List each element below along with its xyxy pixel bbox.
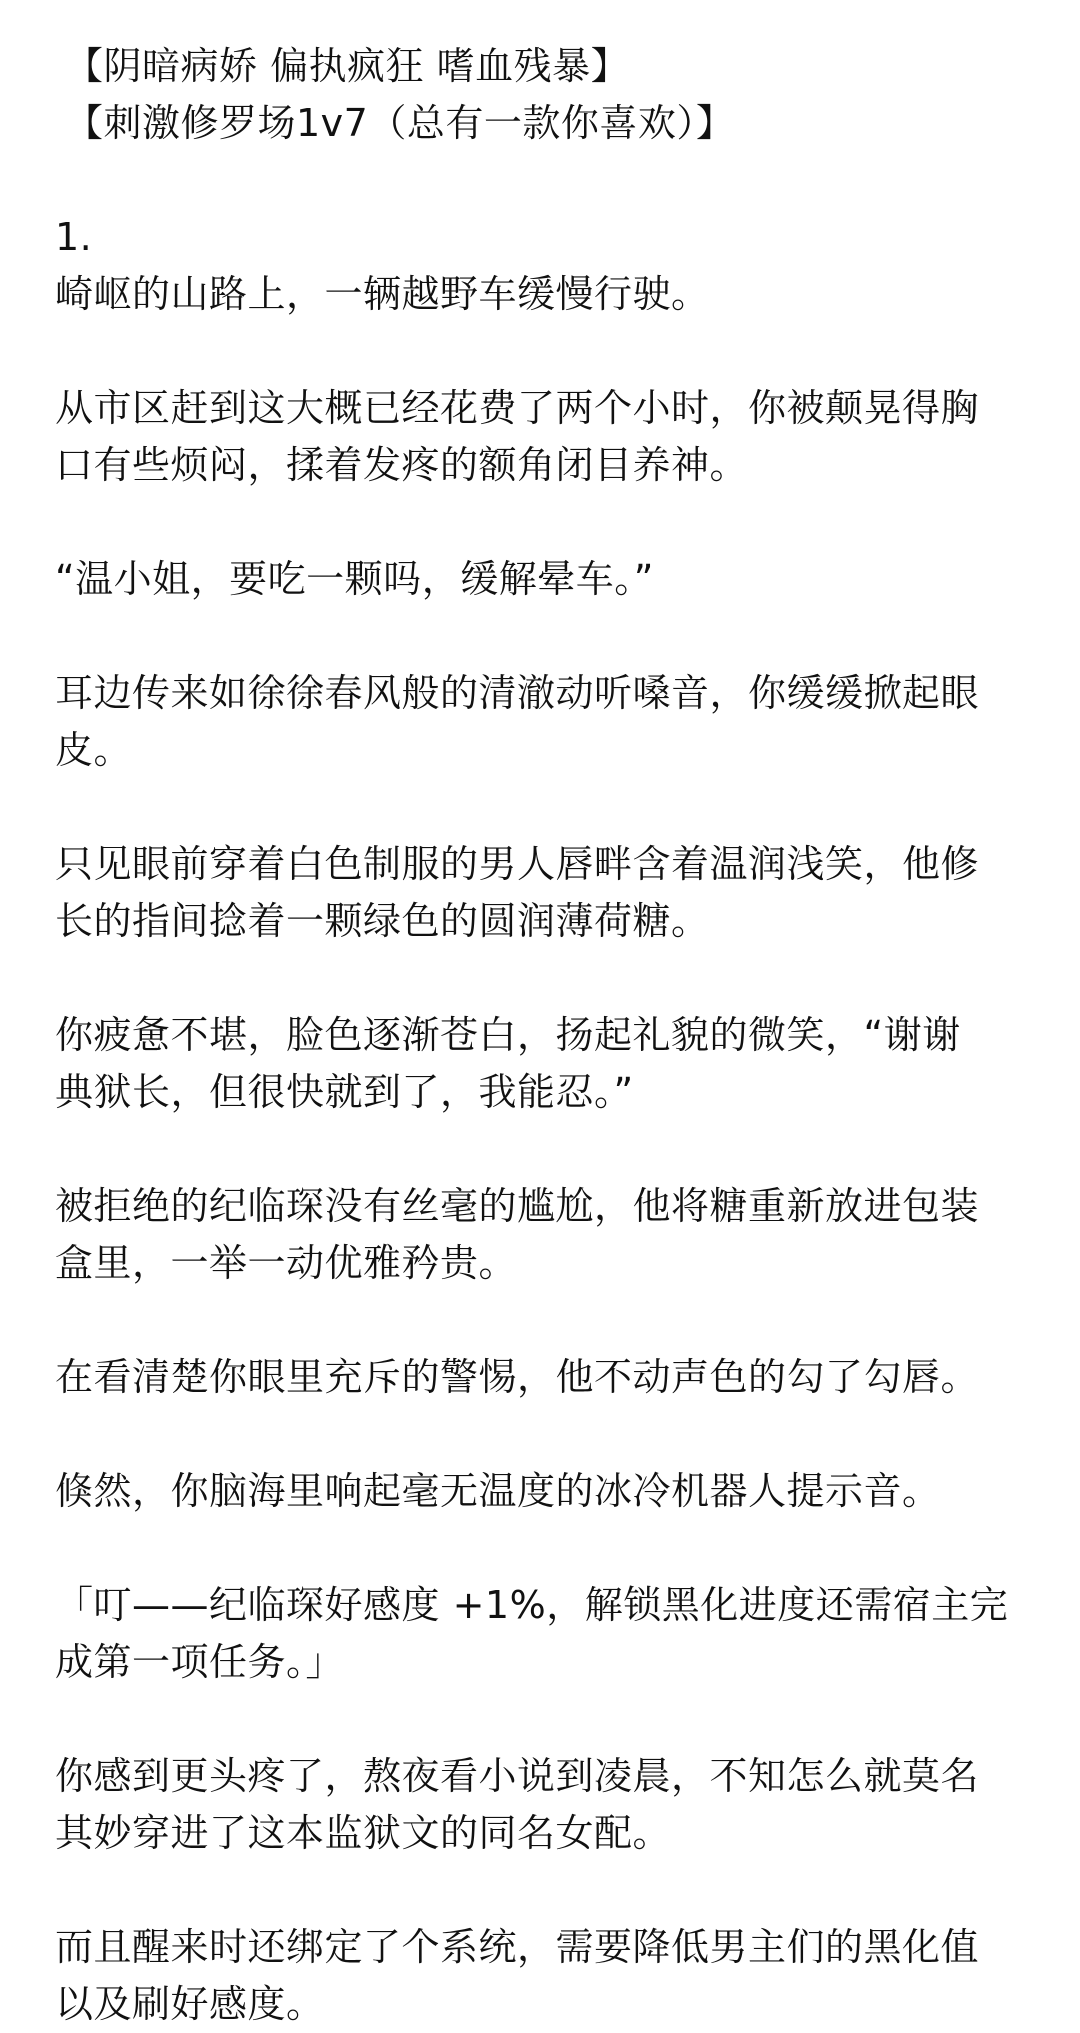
paragraph-5 — [55, 836, 1022, 950]
spacer — [55, 152, 1022, 209]
spacer — [55, 1691, 1022, 1748]
paragraph-line: 你感到更头疼了，熬夜看小说到凌晨，不知怎么就莫名 — [55, 1754, 980, 1798]
chapter-number: 1. — [55, 215, 93, 259]
paragraph-1 — [55, 266, 1022, 323]
paragraph-line: 在看清楚你眼里充斥的警惕，他不动声色的勾了勾唇。 — [55, 1355, 980, 1399]
tagline-2: 【刺激修罗场1v7（总有一款你喜欢）】 — [65, 101, 735, 145]
spacer — [55, 1121, 1022, 1178]
paragraph-line: 只见眼前穿着白色制服的男人唇畔含着温润浅笑，他修 — [55, 842, 980, 886]
paragraph-11 — [55, 1748, 1022, 1862]
paragraph-line: 「叮——纪临琛好感度 +1%，解锁黑化进度还需宿主完 — [55, 1583, 1009, 1627]
paragraph-2 — [55, 380, 1022, 494]
paragraph-line: 耳边传来如徐徐春风般的清澈动听嗓音，你缓缓掀起眼 — [55, 671, 980, 715]
paragraph-line: 口有些烦闷，揉着发疼的额角闭目养神。 — [55, 443, 749, 487]
paragraph-10 — [55, 1577, 1022, 1691]
paragraph-line: “温小姐，要吃一颗吗，缓解晕车。” — [55, 557, 654, 601]
spacer — [55, 1862, 1022, 1919]
paragraph-line: 倏然，你脑海里响起毫无温度的冰冷机器人提示音。 — [55, 1469, 941, 1513]
spacer — [55, 1292, 1022, 1349]
spacer — [55, 779, 1022, 836]
paragraph-3 — [55, 551, 1022, 608]
paragraph-line: 被拒绝的纪临琛没有丝毫的尴尬，他将糖重新放进包装 — [55, 1184, 980, 1228]
paragraph-4 — [55, 665, 1022, 779]
paragraph-line: 从市区赶到这大概已经花费了两个小时，你被颠晃得胸 — [55, 386, 980, 430]
spacer — [55, 1406, 1022, 1463]
paragraph-line: 典狱长，但很快就到了，我能忍。” — [55, 1070, 634, 1114]
paragraph-12 — [55, 1919, 1022, 2033]
paragraph-line: 成第一项任务。」 — [55, 1640, 345, 1684]
spacer — [55, 608, 1022, 665]
paragraph-9 — [55, 1463, 1022, 1520]
paragraph-line: 以及刷好感度。 — [55, 1982, 325, 2026]
paragraph-line: 崎岖的山路上，一辆越野车缓慢行驶。 — [55, 272, 710, 316]
paragraph-line: 长的指间捻着一颗绿色的圆润薄荷糖。 — [55, 899, 710, 943]
paragraph-line: 其妙穿进了这本监狱文的同名女配。 — [55, 1811, 672, 1855]
paragraph-line: 盒里，一举一动优雅矜贵。 — [55, 1241, 518, 1285]
paragraph-line: 而且醒来时还绑定了个系统，需要降低男主们的黑化值 — [55, 1925, 980, 1969]
paragraph-6 — [55, 1007, 1022, 1121]
paragraph-8 — [55, 1349, 1022, 1406]
spacer — [55, 323, 1022, 380]
paragraph-line: 你疲惫不堪，脸色逐渐苍白，扬起礼貌的微笑，“谢谢 — [55, 1013, 961, 1057]
spacer — [55, 950, 1022, 1007]
tagline-1: 【阴暗病娇 偏执疯狂 嗜血残暴】 — [65, 44, 630, 88]
paragraph-7 — [55, 1178, 1022, 1292]
spacer — [55, 494, 1022, 551]
paragraph-line: 皮。 — [55, 728, 133, 772]
spacer — [55, 1520, 1022, 1577]
